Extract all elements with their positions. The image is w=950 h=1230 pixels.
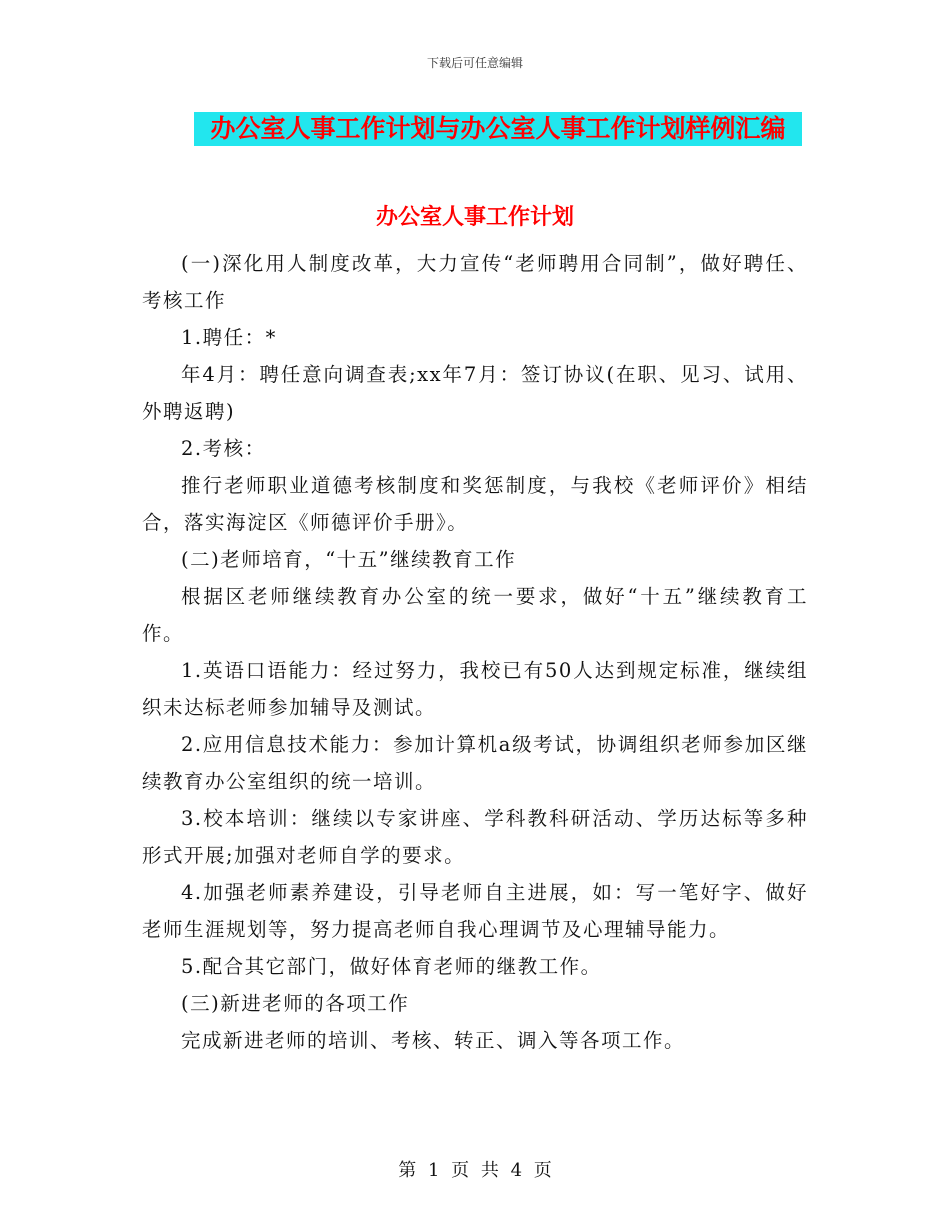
header-note: 下载后可任意编辑 — [426, 56, 523, 70]
paragraph: (一)深化用人制度改革，大力宣传“老师聘用合同制”，做好聘任、考核工作 — [142, 252, 808, 312]
paragraph: 根据区老师继续教育办公室的统一要求，做好“十五”继续教育工作。 — [142, 585, 808, 645]
section-title: 办公室人事工作计划 — [375, 205, 574, 230]
paragraph: 完成新进老师的培训、考核、转正、调入等各项工作。 — [181, 1029, 686, 1052]
paragraph: 5.配合其它部门，做好体育老师的继教工作。 — [181, 955, 602, 978]
paragraph: 推行老师职业道德考核制度和奖惩制度，与我校《老师评价》相结合，落实海淀区《师德评价手册》。 — [142, 474, 808, 534]
document-title: 办公室人事工作计划与办公室人事工作计划样例汇编 — [194, 112, 802, 146]
paragraph: 年4月：聘任意向调查表;xx年7月：签订协议(在职、见习、试用、外聘返聘) — [142, 363, 808, 423]
paragraph: 2.应用信息技术能力：参加计算机a级考试，协调组织老师参加区继续教育办公室组织的统一培训。 — [142, 733, 808, 793]
paragraph: 4.加强老师素养建设，引导老师自主进展，如：写一笔好字、做好老师生涯规划等，努力提高老师自我心理调节及心理辅导能力。 — [142, 881, 808, 941]
paragraph: 3.校本培训：继续以专家讲座、学科教科研活动、学历达标等多种形式开展;加强对老师自学的要求。 — [142, 807, 808, 867]
page-indicator: 第 1 页 共 4 页 — [398, 1160, 552, 1181]
document-body — [142, 245, 808, 1059]
paragraph: (三)新进老师的各项工作 — [181, 992, 410, 1015]
paragraph: 1.英语口语能力：经过努力，我校已有50人达到规定标准，继续组织未达标老师参加辅导及测试。 — [142, 659, 808, 719]
paragraph: 2.考核： — [181, 437, 266, 460]
paragraph: (二)老师培育，“十五”继续教育工作 — [181, 548, 517, 571]
paragraph: 1.聘任：* — [181, 326, 277, 349]
